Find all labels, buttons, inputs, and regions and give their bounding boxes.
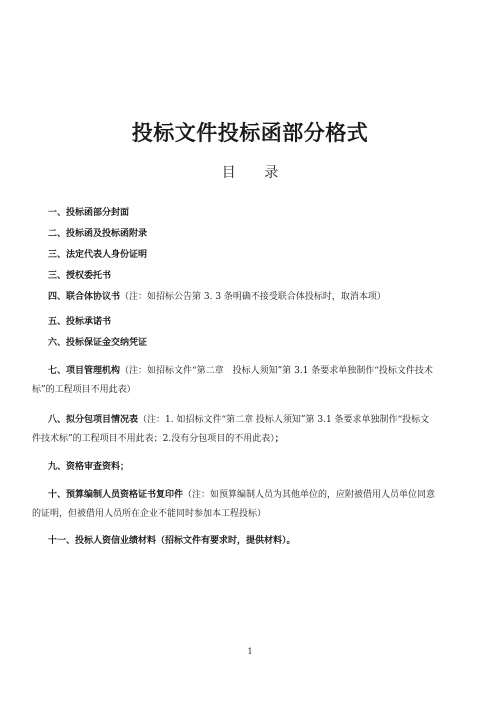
page-number: 1 (247, 647, 253, 656)
toc-item-head: 十、预算编制人员资格证书复印件 (48, 490, 184, 500)
toc-item-note: （注：如预算编制人员为其他单位的，应附被借用人员单位同意 (183, 490, 436, 500)
toc-item-11 (32, 486, 468, 524)
toc-item-head: 十一、投标人资信业绩材料 (48, 536, 157, 546)
toc-item-9 (32, 411, 468, 449)
toc-heading: 目 录 (221, 165, 291, 181)
toc-item-2 (48, 227, 468, 241)
toc-item-4 (48, 269, 468, 283)
toc-item-8 (32, 362, 468, 400)
toc-item-12 (48, 534, 468, 548)
toc-item-head: 三、授权委托书 (48, 271, 112, 281)
toc-item-note: （注：如招标文件“第二章 投标人须知”第 3.1 条要求单独制作“投标文件技术 (120, 366, 433, 376)
toc-item-note: （注：如招标公告第 3. 3 条明确不接受联合体投标时，取消本项） (120, 292, 386, 302)
toc-item-head: 五、投标承诺书 (48, 317, 112, 327)
toc-item-head: 八、拟分包项目情况表 (48, 415, 139, 425)
toc-item-3 (48, 248, 468, 262)
toc-item-1 (48, 206, 468, 220)
toc-item-6 (48, 315, 468, 329)
toc-item-5 (48, 290, 468, 304)
toc-item-tail: ； (274, 434, 284, 444)
toc-item-note: （注：1. 如招标文件“第二章 投标人须知”第 3.1 条要求单独制作“投标文 (138, 415, 430, 425)
toc-item-7 (48, 336, 468, 350)
toc-item-head: 四、联合体协议书 (48, 292, 121, 302)
toc-item-note-continued: 件技术标”的工程项目不用此表；2.没有分包项目的不用此表） (32, 434, 275, 444)
toc-item-head: 一、投标函部分封面 (48, 208, 130, 218)
toc-item-note-continued: 标”的工程项目不用此表） (32, 385, 136, 395)
table-of-contents (32, 206, 468, 548)
toc-item-note-continued: 的证明，但被借用人员所在企业不能同时参加本工程投标） (32, 509, 267, 519)
toc-item-head: 二、投标函及投标函附录 (48, 229, 148, 239)
toc-item-head: 七、项目管理机构 (48, 366, 121, 376)
toc-item-head: 九、资格审查资料； (48, 462, 130, 472)
document-title: 投标文件投标函部分格式 (131, 121, 369, 145)
toc-item-10 (48, 460, 468, 474)
toc-item-bold-note: （招标文件有要求时，提供材料）。 (156, 536, 296, 546)
toc-item-head: 三、法定代表人身份证明 (48, 250, 148, 260)
toc-item-head: 六、投标保证金交纳凭证 (48, 338, 148, 348)
